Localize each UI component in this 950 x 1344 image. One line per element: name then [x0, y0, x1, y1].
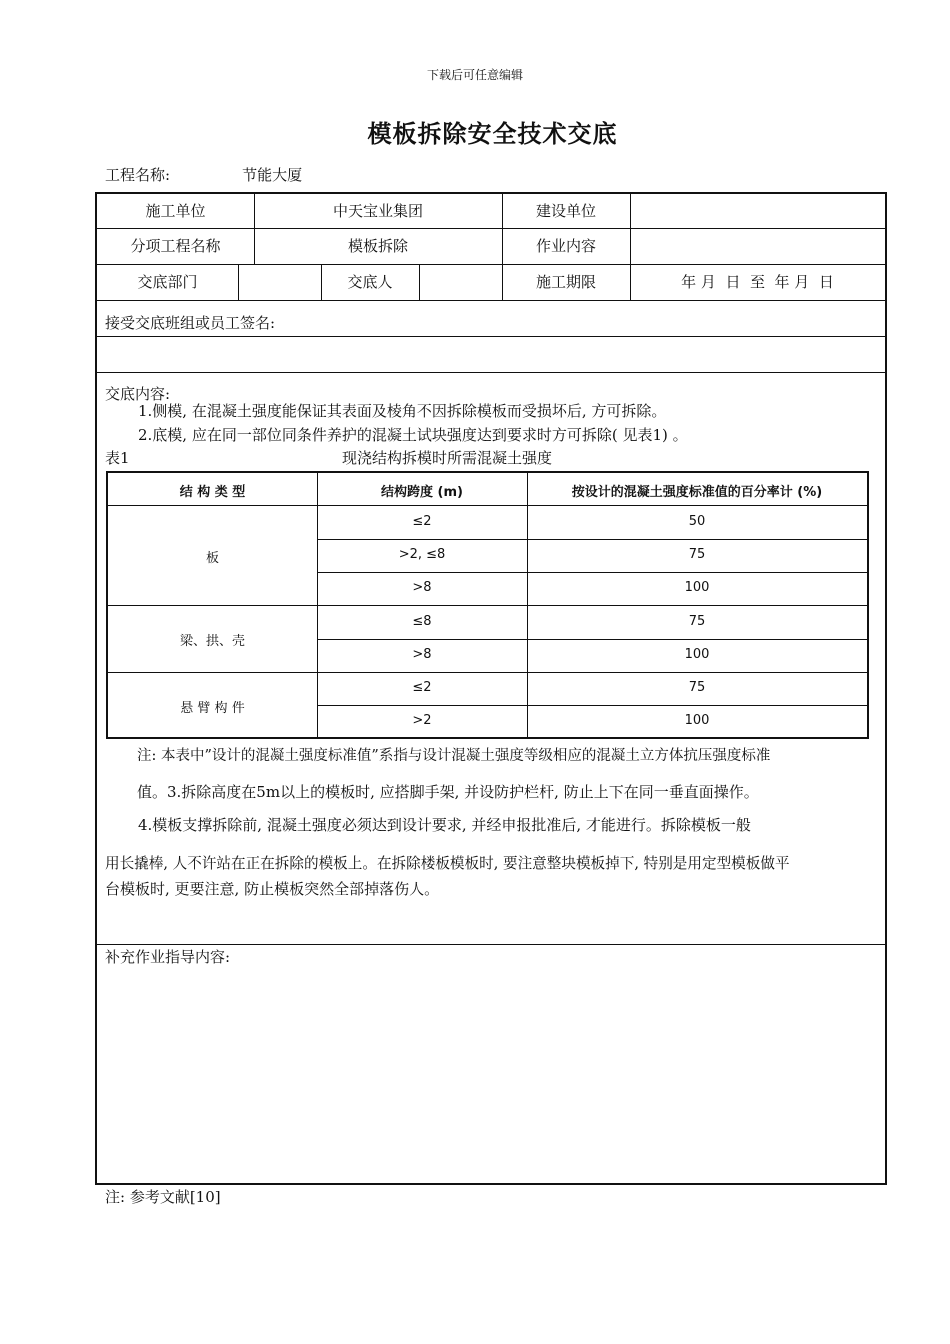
page-title: 模板拆除安全技术交底 — [367, 119, 618, 148]
span-cell: >8 — [412, 647, 432, 662]
span-cell: ≤8 — [412, 614, 432, 629]
project-line — [105, 164, 302, 185]
header-structure-type: 结 构 类 型 — [179, 485, 246, 500]
span-cell: ≤2 — [412, 680, 432, 695]
period-label: 施工期限 — [535, 273, 596, 291]
construction-unit-value: 中天宝业集团 — [332, 202, 423, 220]
footer-note: 注: 参考文献[10] — [105, 1188, 221, 1206]
person-label: 交底人 — [347, 273, 393, 291]
table-label: 表1 — [105, 449, 130, 467]
header-span: 结构跨度 (m) — [381, 485, 463, 500]
owner-unit-label: 建设单位 — [535, 202, 596, 220]
work-content-label: 作业内容 — [535, 237, 596, 255]
sub-project-value: 模板拆除 — [347, 237, 408, 255]
span-cell: >8 — [412, 580, 432, 595]
content-item-1: 1.侧模, 在混凝土强度能保证其表面及棱角不因拆除模板而受损坏后, 方可拆除。 — [138, 402, 667, 420]
type-slab: 板 — [205, 551, 219, 566]
span-cell: ≤2 — [412, 514, 432, 529]
percent-cell: 100 — [684, 580, 710, 595]
content-heading: 交底内容: — [105, 385, 171, 403]
dept-label: 交底部门 — [137, 273, 198, 291]
supplement-label: 补充作业指导内容: — [105, 948, 231, 966]
percent-cell: 50 — [688, 514, 706, 529]
project-value: 节能大厦 — [242, 166, 303, 184]
table-note-1: 注: 本表中”设计的混凝土强度标准值”系指与设计混凝土强度等级相应的混凝土立方体抗压强度标准 — [137, 748, 771, 764]
span-cell: >2, ≤8 — [398, 547, 446, 562]
header-percent: 按设计的混凝土强度标准值的百分率计 (%) — [571, 485, 823, 500]
sub-project-label: 分项工程名称 — [130, 237, 221, 255]
content-item-4-cont: 用长撬棒, 人不许站在正在拆除的模板上。在拆除楼板模板时, 要注意整块模板掉下, 特别是用定型模板做平 — [105, 855, 790, 872]
table-title: 现浇结构拆模时所需混凝土强度 — [342, 449, 553, 467]
strength-table — [106, 471, 869, 739]
period-value: 年 月 日 至 年 月 日 — [681, 273, 834, 291]
percent-cell: 100 — [684, 647, 710, 662]
content-item-4-end: 台模板时, 更要注意, 防止模板突然全部掉落伤人。 — [105, 880, 440, 898]
span-cell: >2 — [412, 713, 432, 728]
header-note: 下载后可任意编辑 — [426, 68, 523, 82]
percent-cell: 75 — [688, 614, 706, 629]
percent-cell: 100 — [684, 713, 710, 728]
content-item-4: 4.模板支撑拆除前, 混凝土强度必须达到设计要求, 并经申报批准后, 才能进行。拆除模板一般 — [138, 816, 751, 834]
construction-unit-label: 施工单位 — [145, 202, 206, 220]
sign-label: 接受交底班组或员工签名: — [105, 314, 276, 332]
project-label: 工程名称: — [105, 166, 171, 184]
table-note-2: 值。3.拆除高度在5m以上的模板时, 应搭脚手架, 并设防护栏杆, 防止上下在同一垂直面操作。 — [137, 783, 759, 801]
type-beam: 梁、拱、壳 — [179, 634, 245, 649]
content-item-2: 2.底模, 应在同一部位同条件养护的混凝土试块强度达到要求时方可拆除( 见表1) 。 — [138, 426, 688, 444]
type-cantilever: 悬 臂 构 件 — [180, 701, 245, 716]
percent-cell: 75 — [688, 547, 706, 562]
percent-cell: 75 — [688, 680, 706, 695]
disclosure-form — [95, 192, 887, 1185]
